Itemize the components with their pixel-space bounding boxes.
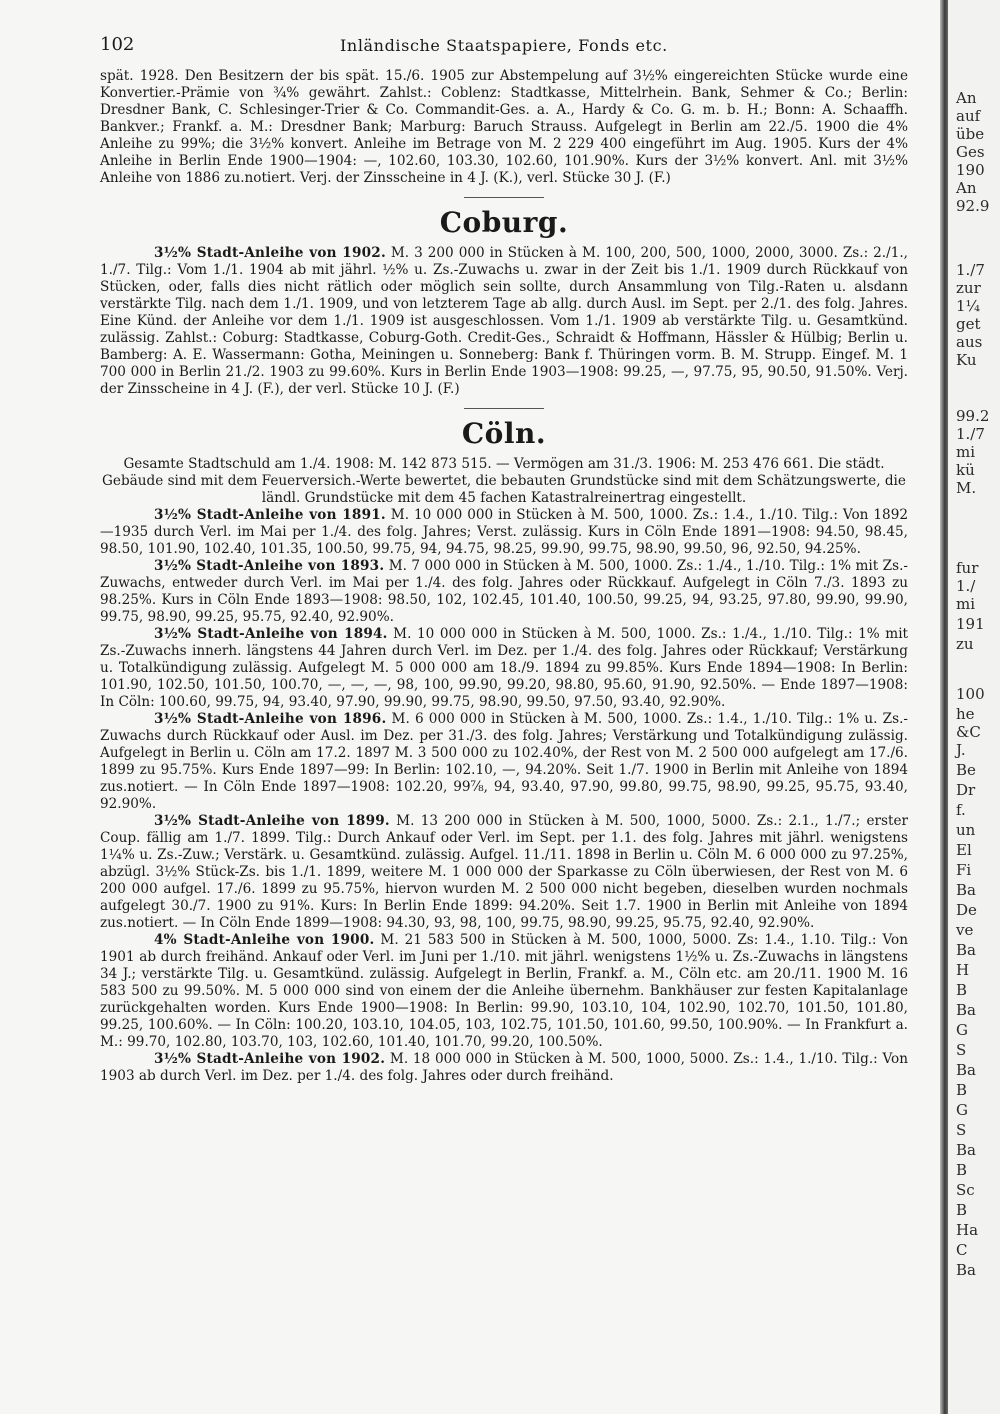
- adjacent-page-fragment: fur: [956, 559, 979, 577]
- loan-entry: [100, 507, 908, 558]
- adjacent-page-fragment: S: [956, 1041, 967, 1059]
- loan-entry: [100, 558, 908, 626]
- adjacent-page-fragment: Ba: [956, 1001, 976, 1019]
- adjacent-page-fragment: Be: [956, 761, 976, 779]
- page-number: 102: [100, 34, 135, 55]
- adjacent-page-fragment: B: [956, 1081, 968, 1099]
- loan-text: M. 3 200 000 in Stücken à M. 100, 200, 500, 1000, 2000, 3000. Zs.: 2./1., 1./7. Tilg.: Vom 1./1. 1904 ab mit jährl. ½% u. Zs.-Zuwachs u. zwar in der Zeit bis 1./1. 1909 durch Rückkauf von Stücken, oder, falls dies nicht rätlich oder möglich sein sollte, durch Ansammlung von Tilg.-Raten u. alsdann verstärkte Tilg. nach dem 1./1. 1909, und von letzterem Tage ab allg. durch Ausl. im Sept. per 2./1. des folg. Jahres. Eine Künd. der Anleihe vor dem 1./1. 1909 ist ausgeschlossen. Vom 1./1. 1909 ab verstärkte Tilg. u. Gesamtkünd. zulässig. Zahlst.: Coburg: Stadtkasse, Coburg-Goth. Credit-Ges., Schraidt & Hoffmann, Hässler & Hülbig; Berlin u. Bamberg: A. E. Wassermann: Gotha, Meiningen u. Sonneberg: Bank f. Thüringen vorm. B. M. Strupp. Eingef. M. 1 700 000 in Berlin 21./2. 1903 zu 99.60%. Kurs in Berlin Ende 1903—1908: 99.25, —, 97.75, 95, 90.50, 91.50%. Verj. der Zinsscheine in 4 J. (F.), der verl. Stücke 10 J. (F.): [100, 245, 908, 397]
- adjacent-page-fragment: Ba: [956, 881, 976, 899]
- adjacent-page-fragment: f.: [956, 801, 966, 819]
- adjacent-page-fragment: G: [956, 1021, 968, 1039]
- adjacent-page-fragment: 100: [956, 685, 985, 703]
- adjacent-page-fragment: B: [956, 981, 968, 999]
- adjacent-page-fragment: Sc: [956, 1181, 975, 1199]
- adjacent-page-fragment: B: [956, 1201, 968, 1219]
- loan-entry: [100, 932, 908, 1051]
- adjacent-page-fragment: zu: [956, 635, 974, 653]
- adjacent-page-fragment: 1./7: [956, 261, 985, 279]
- loan-text: M. 18 000 000 in Stücken à M. 500, 1000, 5000. Zs.: 1.4., 1./10. Tilg.: Von 1903 ab durch Verl. im Dez. per 1./4. des folg. Jahres oder durch freihänd.: [100, 1051, 908, 1084]
- loan-entry: [100, 245, 908, 398]
- loan-entry: [100, 813, 908, 932]
- adjacent-page-fragment: 1./7: [956, 425, 985, 443]
- loan-text: M. 7 000 000 in Stücken à M. 500, 1000. Zs.: 1./4., 1./10. Tilg.: 1% mit Zs.-Zuwachs, entweder durch Verl. im Mai per 1./4. des folg. Jahres oder Rückkauf. Aufgelegt in Cöln 7./3. 1893 zu 98.25%. Kurs in Cöln Ende 1893—1908: 98.50, 102, 102.45, 101.40, 100.50, 99.25, 94, 93.25, 97.80, 99.90, 99.90, 99.75, 98.90, 99.25, 95.75, 92.40, 92.90%.: [100, 558, 908, 625]
- adjacent-page-fragment: 1¼: [956, 297, 981, 315]
- loan-text: M. 10 000 000 in Stücken à M. 500, 1000. Zs.: 1./4., 1./10. Tilg.: 1% mit Zs.-Zuwachs innerh. längstens 44 Jahren durch Verl. im Dez. per 1./4. des folg. Jahres oder Rückkauf; Verstärkung u. Totalkündigung zulässig. Aufgelegt M. 5 000 000 am 18./9. 1894 zu 99.85%. Kurs Ende 1894—1908: In Berlin: 101.90, 102.50, 101.50, 100.70, —, —, —, 98, 100, 99.90, 99.20, 98.80, 95.60, 91.90, 92.50%. — Ende 1897—1908: In Cöln: 100.60, 99.75, 94, 93.40, 97.90, 99.90, 99.75, 98.90, 99.50, 97.50, 93.40, 92.90%.: [100, 626, 909, 710]
- adjacent-page-fragment: 92.9: [956, 197, 990, 215]
- adjacent-page-fragment: übe: [956, 125, 985, 143]
- adjacent-page-fragment: mi: [956, 443, 976, 461]
- adjacent-page-fragment: Dr: [956, 781, 976, 799]
- loan-text: M. 10 000 000 in Stücken à M. 500, 1000. Zs.: 1.4., 1./10. Tilg.: Von 1892—1935 durch Verl. im Mai per 1./4. des folg. Jahres; Verst. zulässig. Kurs in Cöln Ende 1891—1908: 94.50, 98.45, 98.50, 101.90, 102.40, 101.35, 100.50, 99.75, 94, 94.75, 98.25, 99.90, 99.75, 98.90, 99.50, 96, 92.50, 94.25%.: [100, 507, 908, 557]
- adjacent-page-fragment: 1./: [956, 577, 976, 595]
- section-divider: [464, 408, 544, 409]
- adjacent-page-fragment: An: [956, 89, 977, 107]
- adjacent-page-fragment: H: [956, 961, 970, 979]
- adjacent-page-fragment: Ba: [956, 941, 976, 959]
- page-fold-shadow: [940, 0, 948, 1414]
- adjacent-page-fragment: Ha: [956, 1221, 979, 1239]
- adjacent-page-fragment: B: [956, 1161, 968, 1179]
- adjacent-page-fragment: 190: [956, 161, 985, 179]
- loan-entry: [100, 711, 908, 813]
- adjacent-page-fragment: G: [956, 1101, 968, 1119]
- adjacent-page-fragment: El: [956, 841, 972, 859]
- loan-title: 3½% Stadt-Anleihe von 1902.: [154, 245, 386, 261]
- loan-text: M. 21 583 500 in Stücken à M. 500, 1000, 5000. Zs: 1.4., 1.10. Tilg.: Von 1901 ab durch freihänd. Ankauf oder Verl. im Juni per 1./10. mit jährl. wenigstens 1½% u. Zs.-Zuwachs in längstens 34 J.; verstärkte Tilg. u. Gesamtkünd. zulässig. Aufgelegt in Berlin, Frankf. a. M., Cöln etc. am 20./11. 1900 M. 16 583 500 zu 99.50%. M. 5 000 000 sind von einem der die Anleihe übernehm. Bankhäuser zur festen Kapitalanlage zurückgehalten worden. Kurs Ende 1900—1908: In Berlin: 99.90, 103.10, 104, 102.90, 102.70, 101.50, 101.80, 99.25, 100.60%. — In Cöln: 100.20, 103.10, 104.05, 103, 102.75, 101.50, 101.60, 99.50, 100.90%. — In Frankfurt a. M.: 99.70, 102.80, 103.70, 103, 102.60, 101.40, 101.70, 99.20, 100.50%.: [100, 932, 908, 1050]
- adjacent-page-fragment: &C: [956, 723, 981, 741]
- page-body: [100, 68, 908, 1085]
- adjacent-page-fragment: mi: [956, 595, 976, 613]
- adjacent-page-fragment: Ba: [956, 1261, 976, 1279]
- adjacent-page-fragment: auf: [956, 107, 981, 125]
- adjacent-page-fragment: Fi: [956, 861, 972, 879]
- adjacent-page-edge: [948, 0, 1000, 1414]
- adjacent-page-fragment: M.: [956, 479, 977, 497]
- loan-title: 3½% Stadt-Anleihe von 1894.: [154, 626, 388, 642]
- adjacent-page-fragment: Ba: [956, 1061, 976, 1079]
- adjacent-page-fragment: un: [956, 821, 976, 839]
- city-heading-coburg: Coburg.: [439, 206, 569, 239]
- adjacent-page-fragment: Ges: [956, 143, 985, 161]
- adjacent-page-fragment: kü: [956, 461, 975, 479]
- adjacent-page-fragment: 99.2: [956, 407, 990, 425]
- city-heading-coeln: Cöln.: [461, 417, 547, 450]
- adjacent-page-fragment: aus: [956, 333, 983, 351]
- adjacent-page-fragment: 191: [956, 615, 985, 633]
- page-header: [100, 34, 910, 58]
- loan-title: 3½% Stadt-Anleihe von 1893.: [154, 558, 385, 574]
- adjacent-page-fragment: De: [956, 901, 977, 919]
- adjacent-page-fragment: Ba: [956, 1141, 976, 1159]
- section-divider: [464, 197, 544, 198]
- loan-title: 4% Stadt-Anleihe von 1900.: [154, 932, 375, 948]
- adjacent-page-fragment: Ku: [956, 351, 977, 369]
- adjacent-page-fragment: S: [956, 1121, 967, 1139]
- loan-title: 3½% Stadt-Anleihe von 1891.: [154, 507, 386, 523]
- loan-entry: [100, 1051, 908, 1085]
- adjacent-page-fragment: An: [956, 179, 977, 197]
- adjacent-page-fragment: he: [956, 705, 975, 723]
- adjacent-page-fragment: J.: [956, 741, 966, 759]
- adjacent-page-fragment: ve: [956, 921, 974, 939]
- adjacent-page-fragment: C: [956, 1241, 968, 1259]
- loan-title: 3½% Stadt-Anleihe von 1896.: [154, 711, 387, 727]
- adjacent-page-fragment: zur: [956, 279, 981, 297]
- intro-paragraph: spät. 1928. Den Besitzern der bis spät. 15./6. 1905 zur Abstempelung auf 3½% eingereichten Stücke wurde eine Konvertier.-Prämie von ¾% gewährt. Zahlst.: Coblenz: Stadtkasse, Mittelrhein. Bank, Sehmer & Co.; Berlin: Dresdner Bank, C. Schlesinger-Trier & Co. Commandit-Ges. a. A., Hardy & Co. G. m. b. H.; Bonn: A. Schaaffh. Bankver.; Frankf. a. M.: Dresdner Bank; Marburg: Baruch Strauss. Aufgelegt in Berlin am 22./5. 1900 die 4% Anleihe zu 99%; die 3½% konvert. Anleihe im Betrage von M. 2 229 400 eingeführt im Aug. 1905. Kurs der 4% Anleihe in Berlin Ende 1900—1904: —, 102.60, 103.30, 102.60, 101.90%. Kurs der 3½% konvert. Anl. mit 3½% Anleihe von 1886 zu.notiert. Verj. der Zinsscheine in 4 J. (K.), verl. Stücke 30 J. (F.): [100, 68, 908, 186]
- loan-title: 3½% Stadt-Anleihe von 1902.: [154, 1051, 386, 1067]
- running-title: Inländische Staatspapiere, Fonds etc.: [340, 36, 668, 55]
- loan-text: M. 6 000 000 in Stücken à M. 500, 1000. Zs.: 1.4., 1./10. Tilg.: 1% u. Zs.-Zuwachs durch Rückkauf oder Ausl. im Dez. per 31./3. des folg. Jahres; Verstärkung und Totalkündigung zulässig. Aufgelegt in Berlin u. Cöln am 17.2. 1897 M. 3 500 000 zu 102.40%, der Rest von M. 2 500 000 aufgelegt am 17./6. 1899 zu 95.75%. Kurs Ende 1897—99: In Berlin: 102.10, —, 94.20%. Seit 1./7. 1900 in Berlin mit Anleihe von 1894 zus.notiert. — In Cöln Ende 1897—1908: 102.20, 99⅞, 94, 93.40, 97.90, 99.80, 99.75, 98.90, 99.25, 95.75, 93.40, 92.90%.: [100, 711, 908, 812]
- loan-title: 3½% Stadt-Anleihe von 1899.: [154, 813, 390, 829]
- city-intro: Gesamte Stadtschuld am 1./4. 1908: M. 142 873 515. — Vermögen am 31./3. 1906: M. 253 476 661. Die städt. Gebäude sind mit dem Feuerversich.-Werte bewertet, die bebauten Grundstücke sind mit dem Schätzungswerte, die ländl. Grundstücke mit dem 45 fachen Katastralreinertrag eingestellt.: [102, 456, 906, 506]
- loan-text: M. 13 200 000 in Stücken à M. 500, 1000, 5000. Zs.: 2.1., 1./7.; erster Coup. fällig am 1./7. 1899. Tilg.: Durch Ankauf oder Verl. im Sept. per 1.1. des folg. Jahres mit jährl. wenigstens 1¼% u. Zs.-Zuw.; Verstärk. u. Gesamtkünd. zulässig. Aufgel. 11./11. 1898 in Berlin u. Cöln M. 6 000 000 zu 97.25%, abzügl. 3½% Stück-Zs. bis 1./1. 1899, weitere M. 1 000 000 der Sparkasse zu Cöln überwiesen, der Rest von M. 6 200 000 aufgel. 17./6. 1899 zu 95.75%, hiervon wurden M. 2 500 000 nicht begeben, dieselben wurden nochmals aufgelegt 30./7. 1900 zu 91%. Kurs: In Berlin Ende 1899: 94.20%. Seit 1.7. 1900 in Berlin mit Anleihe von 1894 zus.notiert. — In Cöln Ende 1899—1908: 94.30, 93, 98, 100, 99.75, 98.90, 99.25, 95.75, 92.40, 92.90%.: [100, 813, 908, 931]
- loan-entry: [100, 626, 908, 711]
- adjacent-page-fragment: get: [956, 315, 981, 333]
